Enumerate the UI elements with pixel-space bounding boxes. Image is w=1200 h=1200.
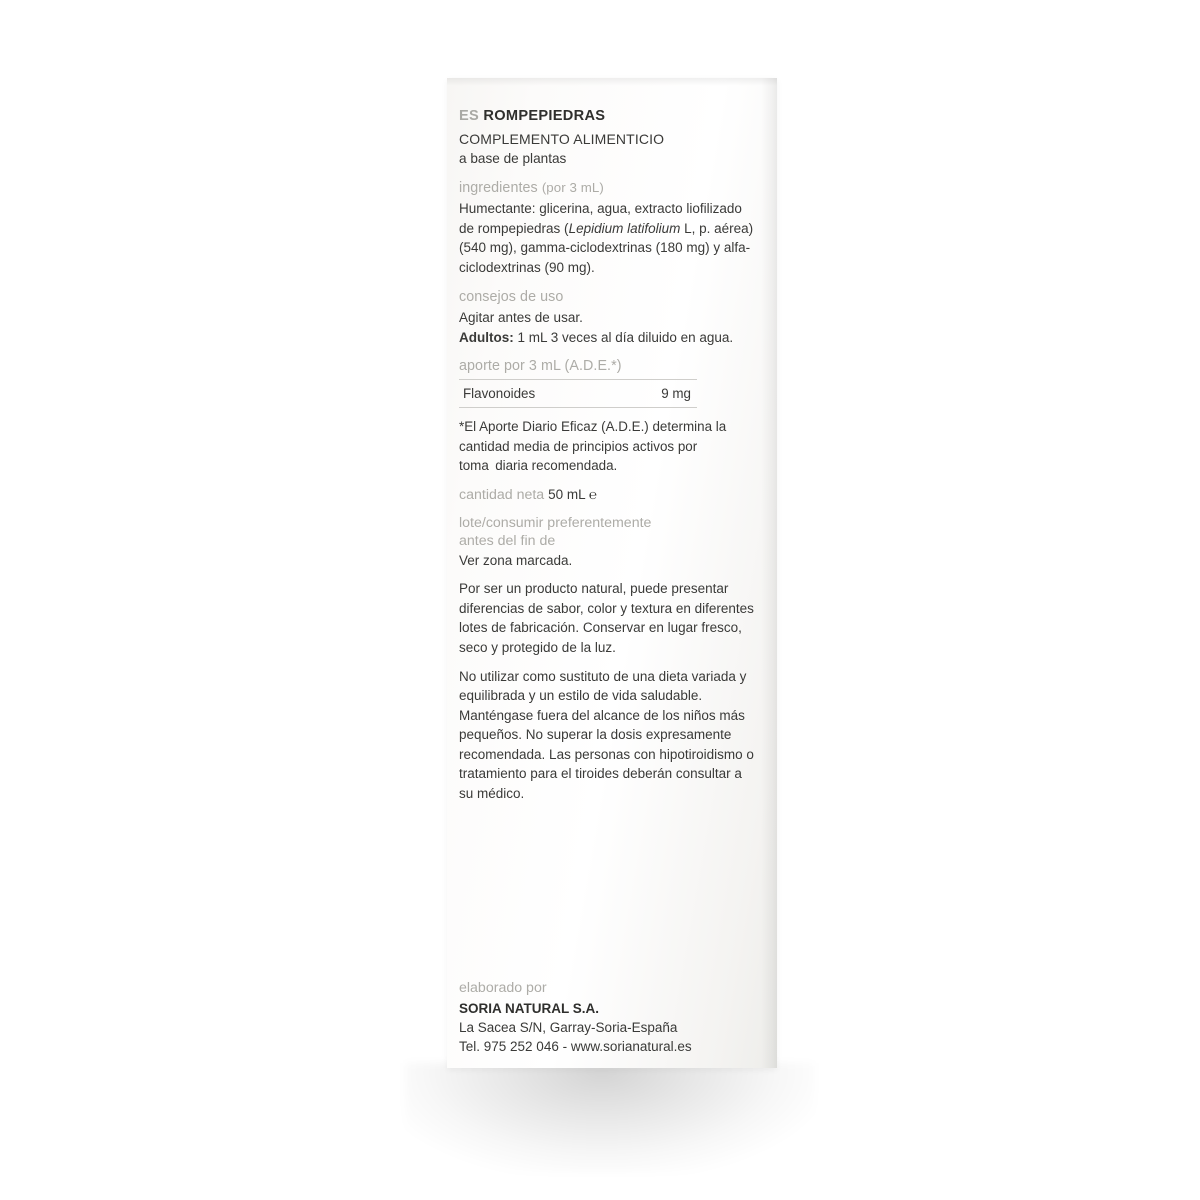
product-carton <box>447 78 777 1068</box>
carton-top-edge <box>447 78 777 86</box>
carton-right-edge <box>761 78 777 1068</box>
language-code: ES <box>459 108 480 124</box>
usage-adults-text: 1 mL 3 veces al día diluido en agua. <box>513 329 734 345</box>
ingredients-heading-label: ingredientes <box>459 179 538 196</box>
lot-heading-line-2: antes del fin de <box>459 533 556 550</box>
ingredients-text <box>459 199 759 277</box>
usage-heading: consejos de uso <box>459 288 564 305</box>
lot-heading-line-1: lote/consumir preferentemente <box>459 514 652 531</box>
product-subtitle-secondary: a base de plantas <box>459 151 567 167</box>
net-quantity-value: 50 mL ℮ <box>548 487 598 503</box>
warning-natural-product: Por ser un producto natural, puede presentar diferencias de sabor, color y textura en diferentes lotes de fabricación. Conservar en lugar fresco, seco y protegido de la luz. <box>459 581 754 656</box>
lot-value: Ver zona marcada. <box>459 552 573 568</box>
manufacturer-name: SORIA NATURAL S.A. <box>459 1001 600 1017</box>
nutrition-table <box>459 379 697 408</box>
manufacturer-block <box>459 978 759 1057</box>
nutrient-value: 9 mg <box>615 379 697 407</box>
product-subtitle: COMPLEMENTO ALIMENTICIO <box>459 131 665 147</box>
product-name: ROMPEPIEDRAS <box>483 108 606 124</box>
product-title <box>459 106 759 127</box>
table-row <box>459 379 697 407</box>
box-drop-shadow <box>405 1063 815 1173</box>
usage-line-shake: Agitar antes de usar. <box>459 310 583 326</box>
warning-dietary: No utilizar como sustituto de una dieta variada y equilibrada y un estilo de vida saludable. Manténgase fuera del alcance de los niños más pequeños. No superar la dosis expresamente recomendada. Las personas con hipotiroidismo o tratamiento para el tiroides deberán consultar a su médico. <box>459 668 754 801</box>
ingredients-part-2: L, p. aérea) (540 mg), gamma-ciclodextrinas (180 mg) y alfa-ciclodextrinas (90 mg). <box>459 220 754 275</box>
ingredients-latin-name: Lepidium latifolium <box>568 220 681 236</box>
ingredients-heading-dose: (por 3 mL) <box>541 179 604 195</box>
usage-line-adults <box>459 328 759 348</box>
nutrient-name: Flavonoides <box>459 379 615 407</box>
manufacturer-address: La Sacea S/N, Garray-Soria-España <box>459 1020 678 1036</box>
manufacturer-heading: elaborado por <box>459 980 547 996</box>
usage-adults-label: Adultos: <box>459 329 514 345</box>
ingredients-part-1: Humectante: glicerina, agua, extracto liofilizado de rompepiedras ( <box>459 201 742 236</box>
nutrition-heading: aporte por 3 mL (A.D.E.*) <box>459 358 622 375</box>
ade-note-part-1: *El Aporte Diario Eficaz (A.D.E.) determina la cantidad media de principios activos por toma <box>459 419 727 473</box>
net-quantity <box>459 485 759 505</box>
ade-note <box>459 417 759 475</box>
ingredients-heading <box>459 178 759 199</box>
label-panel <box>459 106 759 804</box>
lot-heading <box>459 514 759 551</box>
net-quantity-label: cantidad neta <box>459 487 545 504</box>
ade-note-part-2: diaria recomendada. <box>495 458 618 473</box>
manufacturer-contact: Tel. 975 252 046 - www.sorianatural.es <box>459 1039 692 1055</box>
